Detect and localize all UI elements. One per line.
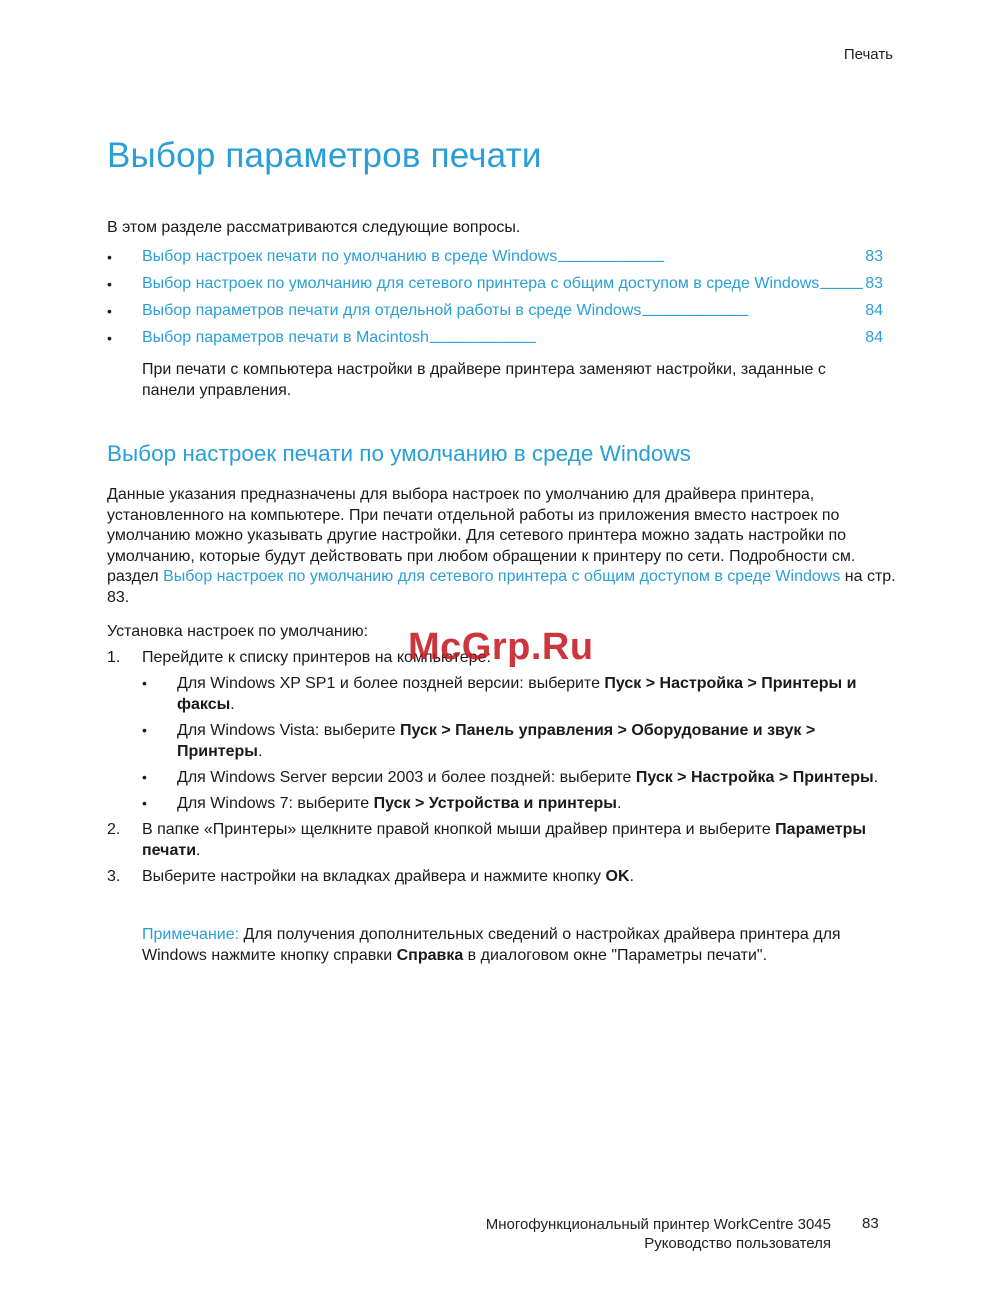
step-number: 1.: [107, 649, 121, 666]
step-2: [107, 819, 897, 861]
footer-line-2: Руководство пользователя: [644, 1235, 831, 1252]
toc-page[interactable]: 83: [865, 275, 883, 292]
toc-leader: [429, 333, 863, 349]
step-text: Выберите настройки на вкладках драйвера и нажмите кнопку OK.: [142, 868, 634, 885]
sub-step-text: Для Windows Server версии 2003 и более поздней: выберите Пуск > Настройка > Принтеры.: [177, 769, 879, 786]
toc-page[interactable]: 84: [865, 329, 883, 346]
sub-step-text: Для Windows 7: выберите Пуск > Устройства и принтеры.: [177, 795, 622, 812]
page-title: Выбор параметров печати: [107, 136, 542, 175]
bullet-icon: •: [142, 769, 147, 785]
bullet-icon: •: [107, 303, 112, 319]
toc-leader: [641, 306, 863, 322]
toc-page[interactable]: 83: [865, 248, 883, 265]
sub-step-text: Для Windows Vista: выберите Пуск > Панель управления > Оборудование и звук > Принтеры.: [177, 722, 816, 760]
toc-item[interactable]: [107, 246, 883, 273]
bullet-icon: •: [142, 675, 147, 691]
intro-note: При печати с компьютера настройки в драйвере принтера заменяют настройки, заданные с панели управления.: [142, 361, 826, 399]
toc-list: [107, 246, 883, 354]
para-text: Данные указания предназначены для выбора настроек по умолчанию для драйвера принтера, установленного на компьютере. При печати отдельной работы из приложения вместо настроек по умолчанию можно указывать другие настройки. Для сетевого принтера можно задать настройки по умолчанию, которые будут действовать при любом обращении к принтеру по сети. Подробности см. раздел: [107, 486, 856, 585]
step-text: В папке «Принтеры» щелкните правой кнопкой мыши драйвер принтера и выберите Параметры печати.: [142, 821, 867, 859]
sub-step: [142, 720, 897, 762]
intro-text: В этом разделе рассматриваются следующие вопросы.: [107, 219, 521, 236]
note: Примечание: Для получения дополнительных сведений о настройках драйвера принтера для Windows нажмите кнопку справки Справка в диалоговом окне "Параметры печати".: [142, 926, 841, 964]
sub-step: [142, 793, 897, 814]
toc-item[interactable]: [107, 273, 883, 300]
toc-link[interactable]: Выбор параметров печати в Macintosh: [142, 329, 429, 346]
toc-item[interactable]: [107, 327, 883, 354]
cross-reference-link[interactable]: Выбор настроек по умолчанию для сетевого принтера с общим доступом в среде Windows: [163, 568, 841, 585]
footer-product: [486, 1215, 831, 1253]
toc-item[interactable]: [107, 300, 883, 327]
section-title: Выбор настроек печати по умолчанию в среде Windows: [107, 441, 691, 466]
sub-step: [142, 673, 897, 715]
note-label: Примечание:: [142, 926, 240, 943]
setup-label: Установка настроек по умолчанию:: [107, 623, 369, 640]
step-number: 3.: [107, 868, 121, 885]
toc-leader: [557, 252, 863, 268]
step-number: 2.: [107, 821, 121, 838]
toc-leader: [819, 279, 863, 295]
toc-link[interactable]: Выбор параметров печати для отдельной работы в среде Windows: [142, 302, 642, 319]
bullet-icon: •: [142, 795, 147, 811]
bullet-icon: •: [107, 249, 112, 265]
bullet-icon: •: [107, 330, 112, 346]
bullet-icon: •: [107, 276, 112, 292]
footer-page-number: 83: [862, 1215, 879, 1232]
toc-page[interactable]: 84: [865, 302, 883, 319]
sub-step: [142, 767, 897, 788]
bullet-icon: •: [142, 722, 147, 738]
running-header: Печать: [843, 46, 893, 63]
sub-step-text: Для Windows XP SP1 и более поздней версии: выберите Пуск > Настройка > Принтеры и факсы.: [177, 675, 857, 713]
step-text: Перейдите к списку принтеров на компьютере:: [142, 649, 491, 666]
toc-link[interactable]: Выбор настроек по умолчанию для сетевого принтера с общим доступом в среде Windows: [142, 275, 820, 292]
footer-line-1: Многофункциональный принтер WorkCentre 3045: [485, 1216, 831, 1233]
step-3: [107, 866, 897, 887]
section-paragraph: [107, 485, 897, 608]
steps-list: [107, 647, 897, 887]
para-text-end: на стр. 83.: [107, 568, 896, 606]
watermark: McGrp.Ru: [408, 626, 594, 668]
toc-link[interactable]: Выбор настроек печати по умолчанию в среде Windows: [142, 248, 558, 265]
